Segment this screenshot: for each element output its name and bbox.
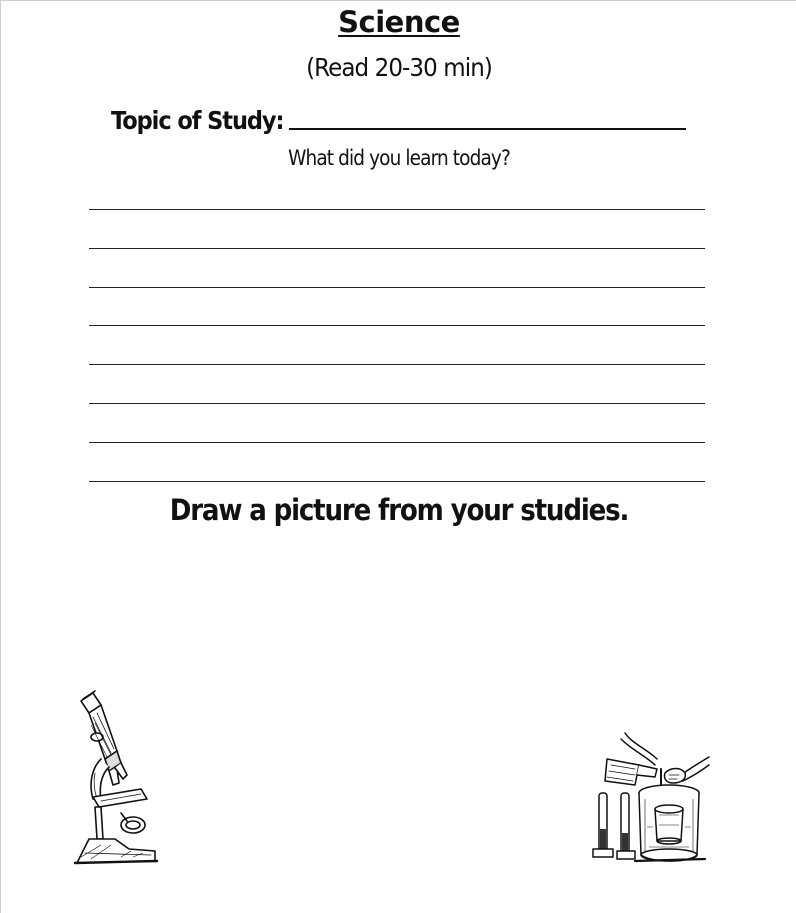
draw-heading: Draw a picture from your studies. [169, 493, 629, 527]
topic-of-study-label: Topic of Study: [111, 106, 284, 135]
topic-of-study-row [111, 101, 686, 135]
topic-of-study-field[interactable] [289, 128, 686, 130]
microscope-icon [71, 689, 161, 867]
writing-line[interactable] [89, 287, 705, 288]
reading-time-subtitle: (Read 20-30 min) [306, 53, 492, 82]
writing-line[interactable] [89, 248, 705, 249]
worksheet-title: Science [338, 5, 460, 39]
writing-line[interactable] [89, 209, 705, 210]
writing-line[interactable] [89, 481, 705, 482]
writing-line[interactable] [89, 364, 705, 365]
writing-line[interactable] [89, 325, 705, 326]
writing-line[interactable] [89, 403, 705, 404]
lab-equipment-icon [589, 729, 714, 867]
learning-question: What did you learn today? [288, 146, 510, 170]
writing-line[interactable] [89, 442, 705, 443]
